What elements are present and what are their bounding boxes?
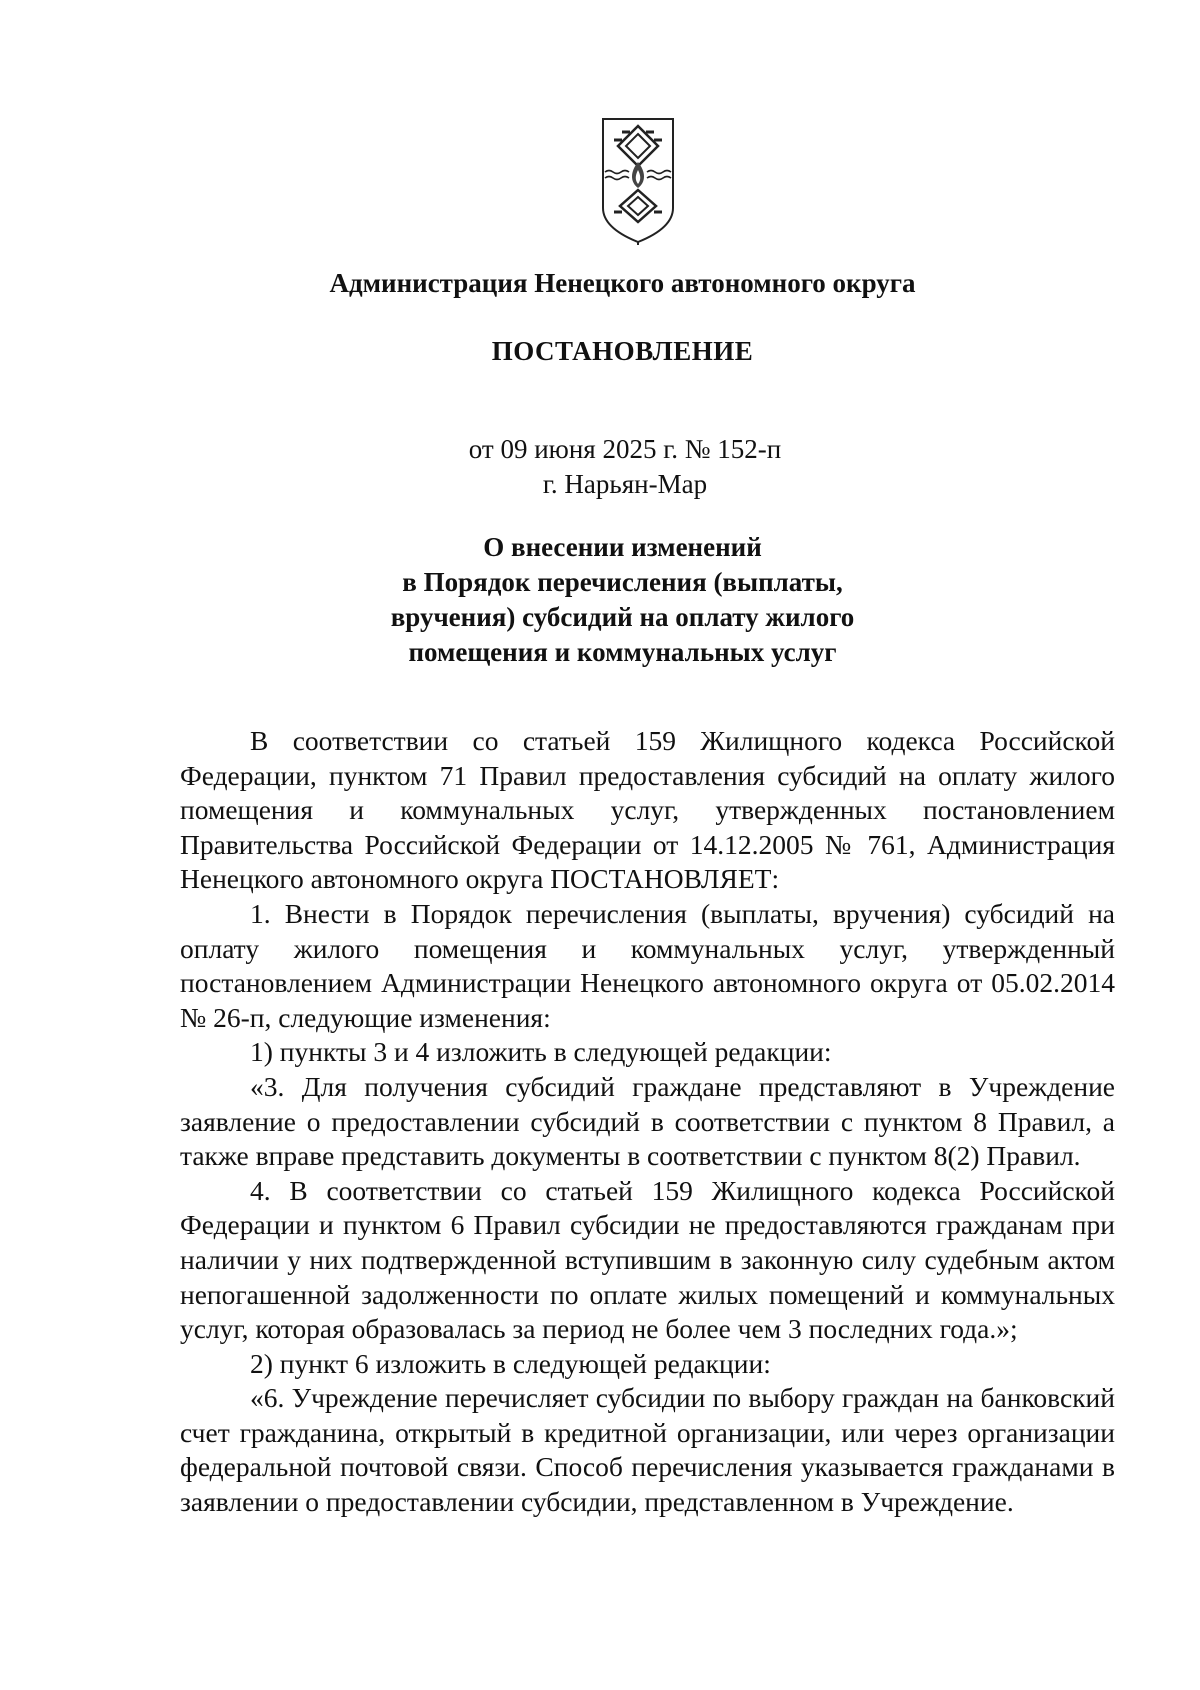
document-place: г. Нарьян-Мар bbox=[542, 469, 708, 499]
subject-line: вручения) субсидий на оплату жилого bbox=[390, 602, 855, 632]
body-paragraph-point-6: «6. Учреждение перечисляет субсидии по выбору граждан на банковский счет гражданина, открытый в кредитной организации, или через организации федеральной почтовой связи. Способ перечисления указывается гражданами в заявлении о предоставлении субсидии, представленном в Учреждение. bbox=[180, 1382, 1115, 1518]
document-meta bbox=[0, 432, 1200, 502]
body-paragraph-subitem-1: 1) пункты 3 и 4 изложить в следующей редакции: bbox=[250, 1036, 832, 1068]
nenets-coat-of-arms-icon bbox=[600, 116, 676, 246]
body-paragraph-subitem-2: 2) пункт 6 изложить в следующей редакции: bbox=[250, 1347, 771, 1379]
subject-line: помещения и коммунальных услуг bbox=[408, 637, 837, 667]
document-subject bbox=[0, 530, 1200, 670]
subject-line: в Порядок перечисления (выплаты, bbox=[402, 567, 843, 597]
body-paragraph-point-3: «3. Для получения субсидий граждане представляют в Учреждение заявление о предоставлении субсидий в соответствии с пунктом 8 Правил, а также вправе представить документы в соответствии с пунктом 8(2) Правил. bbox=[180, 1070, 1115, 1172]
document-body bbox=[180, 724, 1115, 1520]
organization-name: Администрация Ненецкого автономного округа bbox=[329, 268, 916, 298]
body-paragraph-item-1: 1. Внести в Порядок перечисления (выплаты, вручения) субсидий на оплату жилого помещения и коммунальных услуг, утвержденный постановлением Администрации Ненецкого автономного округа от 05.02.2014 № 26-п, следующие изменения: bbox=[180, 897, 1115, 1033]
body-paragraph-point-4: 4. В соответствии со статьей 159 Жилищного кодекса Российской Федерации и пунктом 6 Правил субсидии не предоставляются гражданам при наличии у них подтвержденной вступившим в законную силу судебным актом непогашенной задолженности по оплате жилых помещений и коммунальных услуг, которая образовалась за период не более чем 3 последних года.»; bbox=[180, 1174, 1115, 1345]
document-date-number: от 09 июня 2025 г. № 152-п bbox=[468, 434, 782, 464]
body-paragraph-preamble: В соответствии со статьей 159 Жилищного кодекса Российской Федерации, пунктом 71 Правил предоставления субсидий на оплату жилого помещения и коммунальных услуг, утвержденных постановлением Правительства Российской Федерации от 14.12.2005 № 761, Администрация Ненецкого автономного округа ПОСТАНОВЛЯЕТ: bbox=[180, 725, 1115, 895]
subject-line: О внесении изменений bbox=[483, 532, 762, 562]
document-type: ПОСТАНОВЛЕНИЕ bbox=[491, 336, 754, 366]
